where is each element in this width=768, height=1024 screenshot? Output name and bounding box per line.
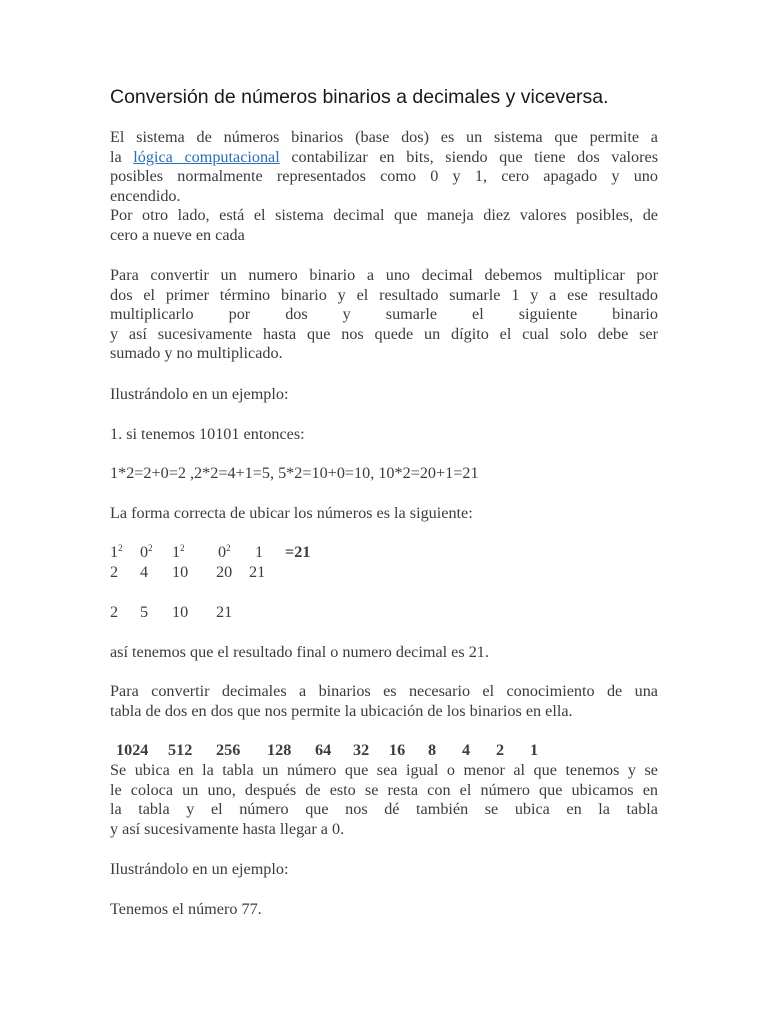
power-cell: 4	[462, 741, 471, 759]
table-row-values	[110, 563, 410, 583]
tenemos-line: Tenemos el número 77.	[110, 900, 262, 918]
table-cell	[110, 543, 123, 563]
table-cell	[172, 543, 185, 563]
table-cell: 20	[216, 563, 233, 581]
power-cell: 2	[496, 741, 505, 759]
cell-base: 0	[140, 543, 149, 561]
example-intro: Ilustrándolo en un ejemplo:	[110, 385, 289, 403]
text-line: Se ubica en la tabla un número que sea igual o menor al que tenemos y se	[110, 761, 658, 779]
power-cell: 1024	[116, 741, 149, 759]
document-title: Conversión de números binarios a decimales y viceversa.	[110, 86, 609, 108]
table-cell: 21	[249, 563, 266, 581]
power-cell: 1	[530, 741, 539, 759]
table-cell: 2	[110, 603, 119, 621]
text-line	[110, 148, 658, 168]
powers-of-two-row	[110, 741, 550, 761]
text-line: le coloca un uno, después de esto se resta con el número que ubicamos en	[110, 780, 658, 799]
example-intro-2: Ilustrándolo en un ejemplo:	[110, 860, 289, 878]
cell-exponent: 2	[226, 543, 231, 553]
table-cell: 10	[172, 603, 189, 621]
text-line: cero a nueve en cada	[110, 225, 245, 244]
table-cell	[255, 543, 263, 563]
power-cell: 32	[353, 741, 370, 759]
table-cell: 4	[140, 563, 149, 581]
text-line: sumado y no multiplicado.	[110, 344, 283, 363]
cell-base: 1	[172, 543, 181, 561]
text-line: posibles normalmente representados como 0 y 1, cero apagado y uno	[110, 167, 658, 186]
table-result: =21	[285, 543, 311, 561]
text-line: encendido.	[110, 186, 181, 205]
cell-base: 1	[110, 543, 119, 561]
forma-correcta-line: La forma correcta de ubicar los números es la siguiente:	[110, 504, 473, 522]
text-fragment: la	[110, 147, 134, 166]
power-cell: 512	[168, 741, 193, 759]
text-line: Para convertir un numero binario a uno decimal debemos multiplicar por	[110, 266, 658, 284]
paragraph-procedure	[110, 761, 658, 839]
table-cell	[218, 543, 231, 563]
table-cell: 2	[110, 563, 119, 581]
table-cell: 5	[140, 603, 149, 621]
conclusion-line: así tenemos que el resultado final o numero decimal es 21.	[110, 643, 489, 661]
paragraph-decimal-to-binary	[110, 682, 658, 721]
text-line: El sistema de números binarios (base dos) es un sistema que permite a	[110, 128, 658, 146]
paragraph-binary-to-decimal	[110, 266, 658, 364]
text-line: y así sucesivamente hasta llegar a 0.	[110, 819, 345, 838]
table-row-exponents	[110, 543, 410, 563]
table-cell: 10	[172, 563, 189, 581]
cell-exponent: 2	[118, 543, 123, 553]
table-cell	[140, 543, 153, 563]
power-cell: 128	[267, 741, 292, 759]
power-cell: 16	[389, 741, 406, 759]
paragraph-intro	[110, 128, 658, 246]
logica-computacional-link[interactable]: lógica computacional	[133, 147, 280, 166]
cell-exponent: 2	[148, 543, 153, 553]
cell-base: 1	[255, 543, 264, 561]
text-line: la tabla y el número que nos dé también se ubica en la tabla	[110, 800, 658, 819]
cell-base: 0	[218, 543, 227, 561]
text-line: y así sucesivamente hasta que nos quede un dígito el cual solo debe ser	[110, 324, 658, 343]
text-line: Para convertir decimales a binarios es necesario el conocimiento de una	[110, 682, 658, 700]
power-cell: 8	[428, 741, 437, 759]
text-line: tabla de dos en dos que nos permite la ubicación de los binarios en ella.	[110, 701, 573, 720]
text-fragment: contabilizar en bits, siendo que tiene dos valores	[279, 147, 659, 166]
table-cell: 21	[216, 603, 233, 621]
text-line: multiplicarlo por dos y sumarle el siguiente binario	[110, 305, 658, 324]
text-line: Por otro lado, está el sistema decimal que maneja diez valores posibles, de	[110, 206, 658, 225]
table-row-results	[110, 603, 410, 623]
calculation-line: 1*2=2+0=2 ,2*2=4+1=5, 5*2=10+0=10, 10*2=20+1=21	[110, 464, 479, 482]
example-1: 1. si tenemos 10101 entonces:	[110, 425, 305, 443]
cell-exponent: 2	[180, 543, 185, 553]
text-line: dos el primer término binario y el resultado sumarle 1 y a ese resultado	[110, 285, 658, 304]
power-cell: 256	[216, 741, 241, 759]
power-cell: 64	[315, 741, 332, 759]
